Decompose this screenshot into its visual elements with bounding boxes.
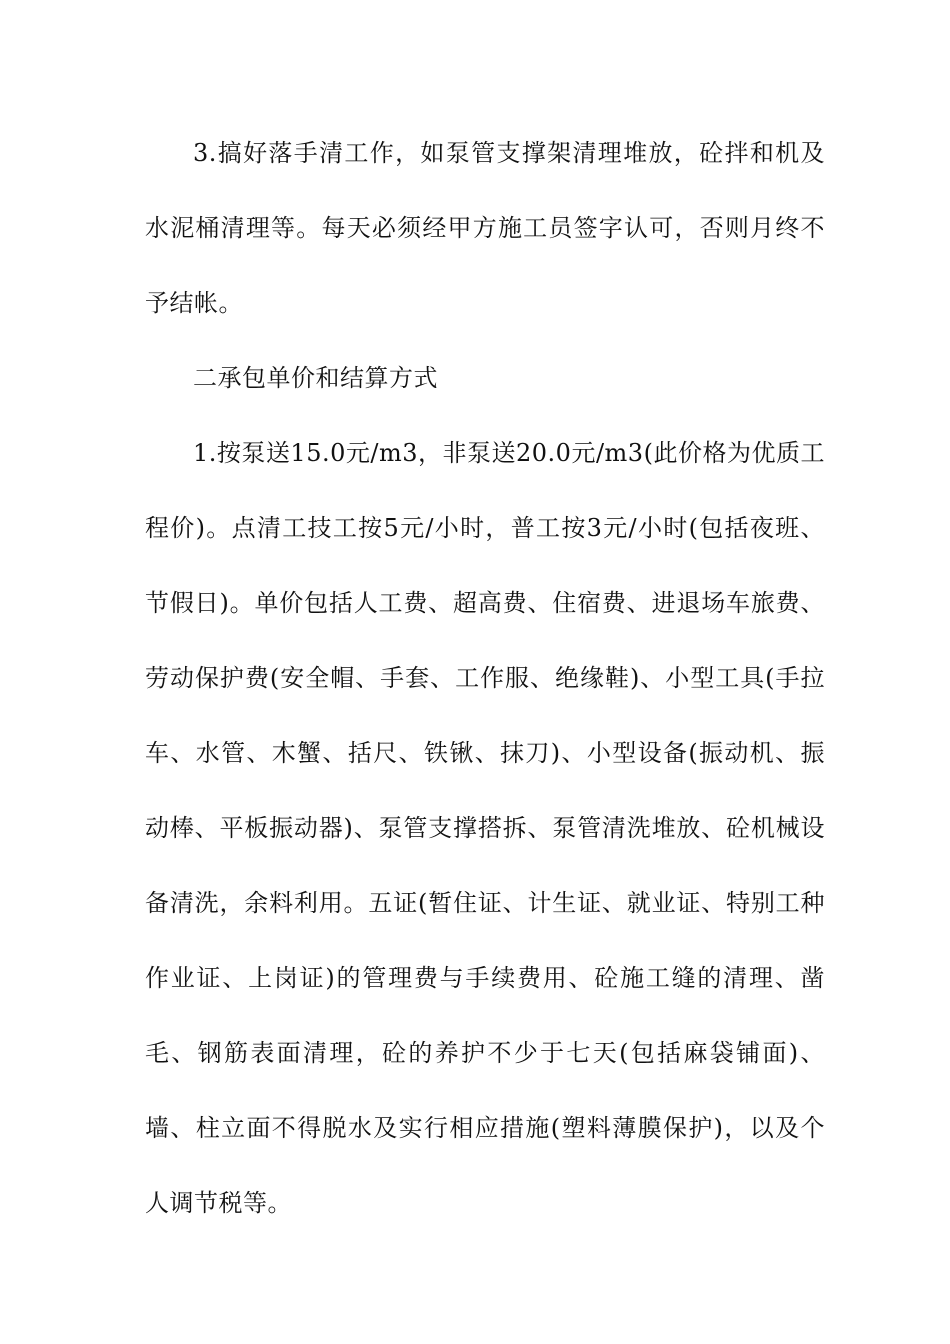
paragraph-unit-price: 1.按泵送15.0元/m3，非泵送20.0元/m3(此价格为优质工程价)。点清工技工按5元/小时，普工按3元/小时(包括夜班、节假日)。单价包括人工费、超高费、住宿费、进退场车旅费、劳动保护费(安全帽、手套、工作服、绝缘鞋)、小型工具(手拉车、水管、木蟹、括尺、铁锹、抹刀)、小型设备(振动机、振动棒、平板振动器)、泵管支撑搭拆、泵管清洗堆放、砼机械设备清洗，余料利用。五证(暂住证、计生证、就业证、特别工种作业证、上岗证)的管理费与手续费用、砼施工缝的清理、凿毛、钢筋表面清理，砼的养护不少于七天(包括麻袋铺面)、墙、柱立面不得脱水及实行相应措施(塑料薄膜保护)，以及个人调节税等。	[145, 439, 825, 1217]
section-heading-unit-price: 二承包单价和结算方式	[193, 364, 438, 392]
document-body	[145, 116, 825, 1241]
paragraph-cleanup: 3.搞好落手清工作，如泵管支撑架清理堆放，砼拌和机及水泥桶清理等。每天必须经甲方施工员签字认可，否则月终不予结帐。	[145, 139, 825, 317]
